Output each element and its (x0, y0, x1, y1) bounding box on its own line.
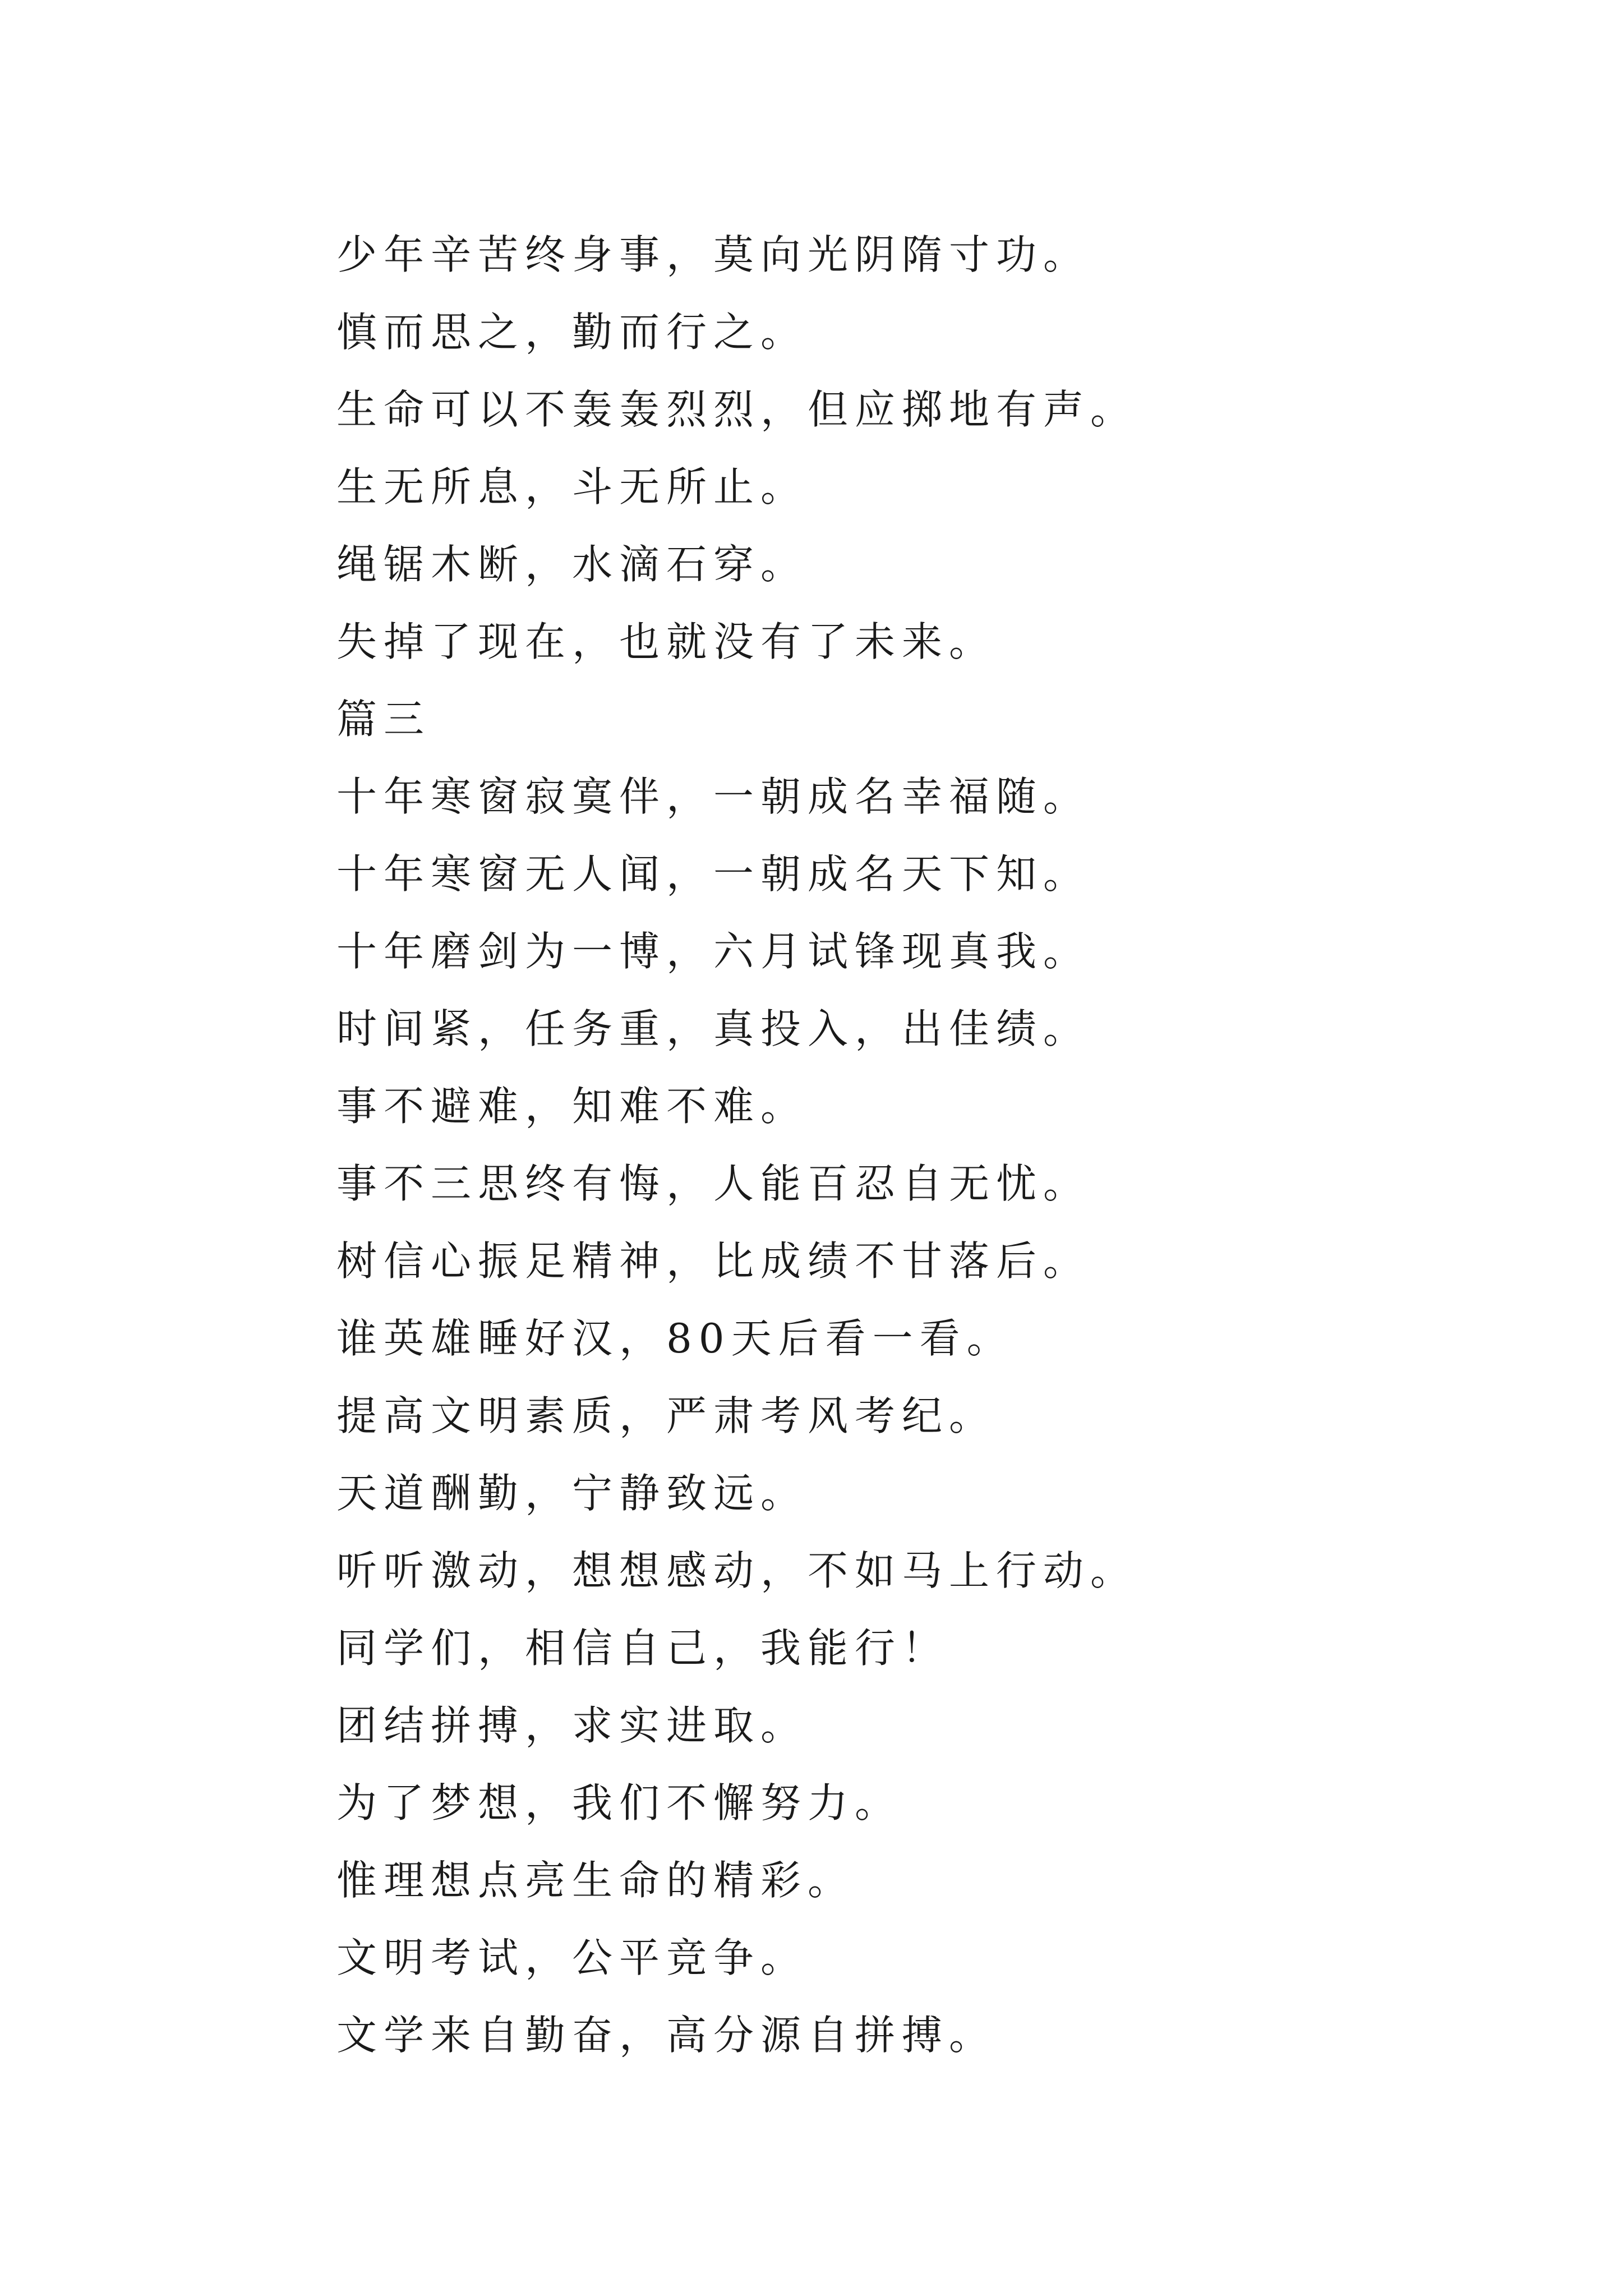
text-line: 树信心振足精神，比成绩不甘落后。 (336, 1237, 1091, 1285)
section-heading: 篇三 (336, 696, 431, 743)
text-line: 天道酬勤，宁静致远。 (336, 1470, 808, 1517)
text-line: 文学来自勤奋，高分源自拼搏。 (336, 2012, 997, 2059)
text-line: 为了梦想，我们不懈努力。 (336, 1779, 902, 1826)
text-line: 提高文明素质，严肃考风考纪。 (336, 1392, 997, 1439)
text-line: 文明考试，公平竞争。 (336, 1934, 808, 1981)
text-line: 生命可以不轰轰烈烈，但应掷地有声。 (336, 386, 1138, 433)
text-line: 谁英雄睡好汉，80天后看一看。 (336, 1315, 1014, 1362)
text-line: 绳锯木断，水滴石穿。 (336, 541, 808, 588)
text-line: 少年辛苦终身事，莫向光阴隋寸功。 (336, 231, 1091, 278)
text-line: 生无所息，斗无所止。 (336, 463, 808, 510)
text-line: 团结拼搏，求实进取。 (336, 1702, 808, 1749)
text-line: 听听激动，想想感动，不如马上行动。 (336, 1547, 1138, 1594)
text-line: 事不三思终有悔，人能百忍自无忧。 (336, 1160, 1091, 1207)
document-body (336, 216, 1458, 2074)
text-line: 失掉了现在，也就没有了未来。 (336, 618, 997, 665)
text-line: 十年寒窗无人闻，一朝成名天下知。 (336, 850, 1091, 898)
text-line: 十年磨剑为一博，六月试锋现真我。 (336, 928, 1091, 975)
text-line: 惟理想点亮生命的精彩。 (336, 1857, 855, 1904)
text-line: 事不避难，知难不难。 (336, 1083, 808, 1130)
text-line: 同学们，相信自己，我能行！ (336, 1625, 949, 1672)
text-line: 慎而思之，勤而行之。 (336, 309, 808, 356)
text-line: 时间紧，任务重，真投入，出佳绩。 (336, 1005, 1091, 1052)
text-line: 十年寒窗寂寞伴，一朝成名幸福随。 (336, 773, 1091, 820)
